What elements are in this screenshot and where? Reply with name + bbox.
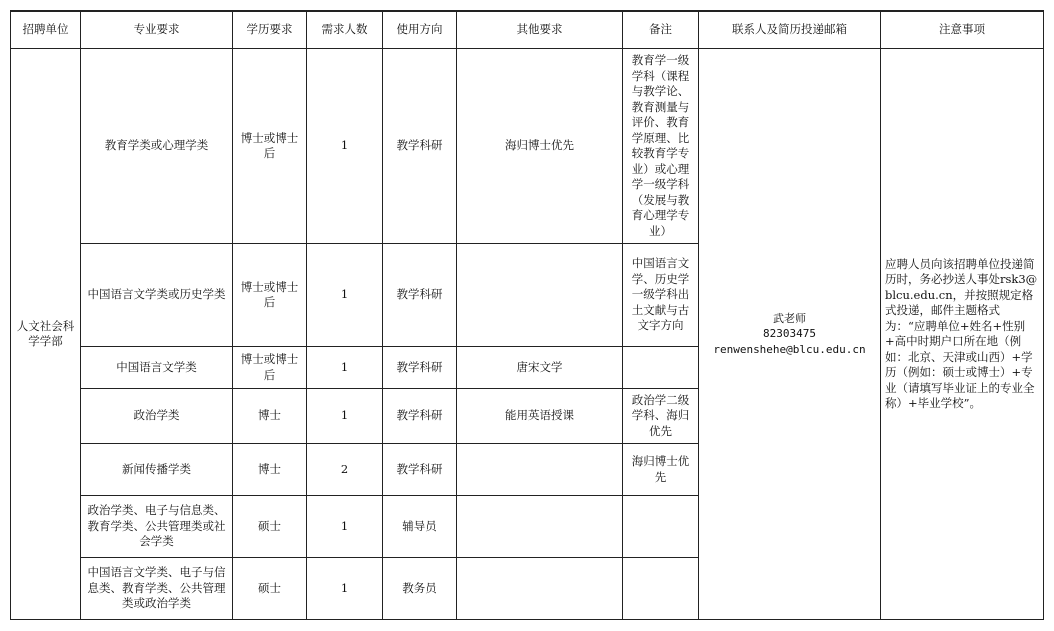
other-cell: 唐宋文学 <box>457 347 623 389</box>
major-cell: 教育学类或心理学类 <box>81 49 233 244</box>
remark-cell <box>623 558 699 620</box>
count-cell: 1 <box>307 558 383 620</box>
major-cell: 新闻传播学类 <box>81 444 233 496</box>
major-cell: 政治学类、电子与信息类、教育学类、公共管理类或社会学类 <box>81 496 233 558</box>
contact-cell <box>699 49 881 620</box>
other-cell <box>457 496 623 558</box>
direction-cell: 教学科研 <box>383 444 457 496</box>
header-degree: 学历要求 <box>233 12 307 49</box>
header-count: 需求人数 <box>307 12 383 49</box>
notice-cell: 应聘人员向该招聘单位投递简历时，务必抄送人事处rsk3@blcu.edu.cn，并按照规定格式投递，邮件主题格式为：“应聘单位+姓名+性别+高中时期户口所在地（例如：北京、天津或山西）+学历（例如：硕士或博士）+专业（请填写毕业证上的专业全称）+毕业学校”。 <box>881 49 1044 620</box>
direction-cell: 教学科研 <box>383 347 457 389</box>
degree-cell: 博士 <box>233 444 307 496</box>
major-cell: 中国语言文学类、电子与信息类、教育学类、公共管理类或政治学类 <box>81 558 233 620</box>
degree-cell: 博士 <box>233 389 307 444</box>
header-row <box>11 12 1044 49</box>
count-cell: 2 <box>307 444 383 496</box>
count-cell: 1 <box>307 389 383 444</box>
contact-name: 武老师 <box>773 311 806 325</box>
degree-cell: 博士或博士后 <box>233 49 307 244</box>
other-cell <box>457 558 623 620</box>
header-other: 其他要求 <box>457 12 623 49</box>
remark-cell <box>623 347 699 389</box>
other-cell <box>457 444 623 496</box>
other-cell: 海归博士优先 <box>457 49 623 244</box>
header-notice: 注意事项 <box>881 12 1044 49</box>
remark-cell: 中国语言文学、历史学一级学科出土文献与古文字方向 <box>623 244 699 347</box>
header-remark: 备注 <box>623 12 699 49</box>
contact-phone: 82303475 <box>763 327 816 341</box>
header-contact: 联系人及简历投递邮箱 <box>699 12 881 49</box>
other-cell: 能用英语授课 <box>457 389 623 444</box>
count-cell: 1 <box>307 244 383 347</box>
direction-cell: 教学科研 <box>383 49 457 244</box>
direction-cell: 教务员 <box>383 558 457 620</box>
major-cell: 政治学类 <box>81 389 233 444</box>
remark-cell: 政治学二级学科、海归优先 <box>623 389 699 444</box>
recruitment-table <box>10 10 1044 620</box>
count-cell: 1 <box>307 347 383 389</box>
remark-cell <box>623 496 699 558</box>
header-direction: 使用方向 <box>383 12 457 49</box>
direction-cell: 辅导员 <box>383 496 457 558</box>
degree-cell: 硕士 <box>233 558 307 620</box>
header-unit: 招聘单位 <box>11 12 81 49</box>
degree-cell: 硕士 <box>233 496 307 558</box>
degree-cell: 博士或博士后 <box>233 244 307 347</box>
other-cell <box>457 244 623 347</box>
major-cell: 中国语言文学类或历史学类 <box>81 244 233 347</box>
remark-cell: 海归博士优先 <box>623 444 699 496</box>
remark-cell: 教育学一级学科（课程与教学论、教育测量与评价、教育学原理、比较教育学专业）或心理学一级学科（发展与教育心理学专业） <box>623 49 699 244</box>
major-cell: 中国语言文学类 <box>81 347 233 389</box>
unit-cell: 人文社会科学学部 <box>11 49 81 620</box>
direction-cell: 教学科研 <box>383 389 457 444</box>
count-cell: 1 <box>307 49 383 244</box>
direction-cell: 教学科研 <box>383 244 457 347</box>
header-major: 专业要求 <box>81 12 233 49</box>
contact-email[interactable]: renwenshehe@blcu.edu.cn <box>713 342 866 356</box>
count-cell: 1 <box>307 496 383 558</box>
table-row <box>11 49 1044 244</box>
degree-cell: 博士或博士后 <box>233 347 307 389</box>
